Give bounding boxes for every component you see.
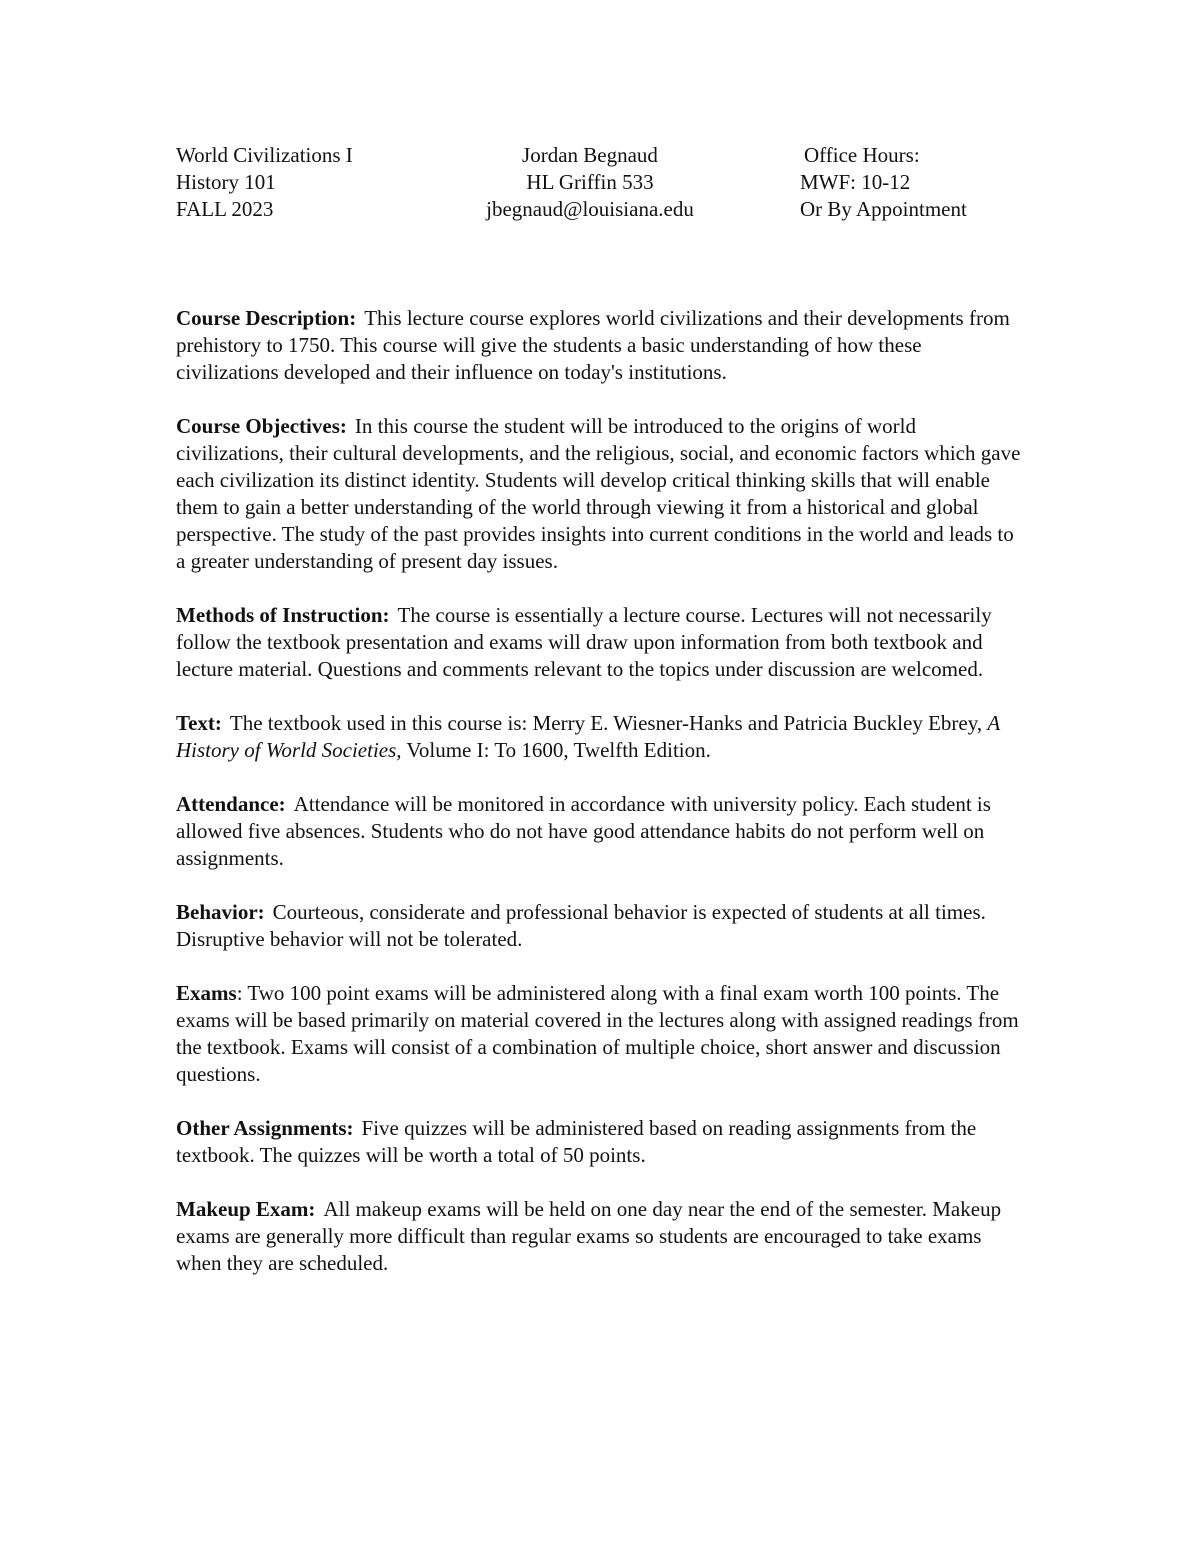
section-course-objectives — [176, 413, 1026, 575]
section-title: Text: — [176, 711, 222, 735]
section-title: Behavior: — [176, 900, 265, 924]
section-text: The course is essentially a lecture course. Lectures will not necessarily follow the textbook presentation and exams will draw upon information from both textbook and lecture material. Questions and comments relevant to the topics under discussion are welcomed. — [176, 603, 992, 681]
course-number: History 101 — [176, 170, 276, 194]
section-title: Makeup Exam: — [176, 1197, 316, 1221]
book-title: A History of World Societies, — [176, 711, 1000, 762]
section-title: Course Objectives: — [176, 414, 347, 438]
section-text: Attendance will be monitored in accordance with university policy. Each student is allowed five absences. Students who do not have good attendance habits do not perform well on assignments. — [176, 792, 991, 870]
course-term: FALL 2023 — [176, 197, 274, 221]
section-makeup-exam — [176, 1196, 1026, 1277]
section-exams — [176, 980, 1026, 1088]
section-attendance — [176, 791, 1026, 872]
section-text: All makeup exams will be held on one day near the end of the semester. Makeup exams are generally more difficult than regular exams so students are encouraged to take exams when they are scheduled. — [176, 1197, 1002, 1275]
section-behavior — [176, 899, 1026, 953]
syllabus-body — [176, 305, 1026, 1304]
section-text-after: Volume I: To 1600, Twelfth Edition. — [401, 738, 711, 762]
office-hours-alt: Or By Appointment — [800, 197, 967, 221]
section-title: Methods of Instruction: — [176, 603, 390, 627]
section-text: Five quizzes will be administered based on reading assignments from the textbook. The quizzes will be worth a total of 50 points. — [176, 1116, 977, 1167]
instructor-info-block — [480, 142, 700, 223]
section-methods-of-instruction — [176, 602, 1026, 683]
section-title: Exams — [176, 981, 237, 1005]
instructor-name: Jordan Begnaud — [522, 143, 658, 167]
section-title: Attendance: — [176, 792, 286, 816]
course-info-block — [176, 142, 353, 223]
office-hours-label: Office Hours: — [804, 143, 920, 167]
section-other-assignments — [176, 1115, 1026, 1169]
section-title: Course Description: — [176, 306, 357, 330]
section-text: : Two 100 point exams will be administered along with a final exam worth 100 points. The exams will be based primarily on material covered in the lectures along with assigned readings from the textbook. Exams will consist of a combination of multiple choice, short answer and discussion questions. — [176, 981, 1019, 1086]
section-text: This lecture course explores world civilizations and their developments from prehistory to 1750. This course will give the students a basic understanding of how these civilizations developed and their influence on today's institutions. — [176, 306, 1010, 384]
section-text — [176, 710, 1026, 764]
office-hours-block — [800, 142, 967, 223]
office-location: HL Griffin 533 — [526, 170, 654, 194]
section-text: In this course the student will be introduced to the origins of world civilizations, their cultural developments, and the religious, social, and economic factors which gave each civilization its distinct identity. Students will develop critical thinking skills that will enable them to gain a better understanding of the world through viewing it from a historical and global perspective. The study of the past provides insights into current conditions in the world and leads to a greater understanding of present day issues. — [176, 414, 1021, 573]
section-title: Other Assignments: — [176, 1116, 354, 1140]
office-hours-time: MWF: 10-12 — [800, 170, 911, 194]
section-text-before: The textbook used in this course is: Merry E. Wiesner-Hanks and Patricia Buckley Ebrey, — [229, 711, 988, 735]
section-text: Courteous, considerate and professional behavior is expected of students at all times. Disruptive behavior will not be tolerated. — [176, 900, 986, 951]
course-name: World Civilizations I — [176, 143, 353, 167]
instructor-email: jbegnaud@louisiana.edu — [486, 197, 694, 221]
section-course-description — [176, 305, 1026, 386]
